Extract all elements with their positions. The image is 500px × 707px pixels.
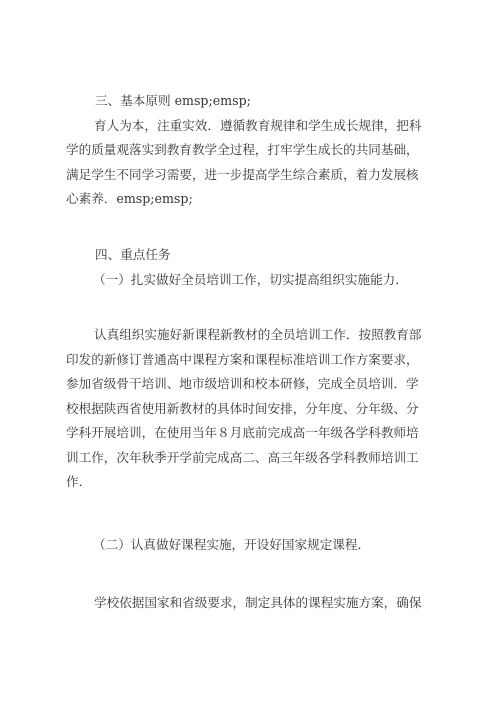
subsection-1-line-6: 训工作，次年秋季开学前完成高二、高三年级各学科教师培训工 (66, 450, 419, 465)
subsection-1-line-5: 学科开展培训，在使用当年８月底前完成高一年级各学科教师培 (66, 425, 419, 440)
section-3-heading: 三、基本原则 emsp;emsp; (95, 93, 251, 108)
subsection-1-line-3: 参加省级骨干培训、地市级培训和校本研修，完成全员培训．学 (66, 376, 419, 391)
section-3-line-1: 育人为本，注重实效．遵循教育规律和学生成长规律，把科 (94, 118, 422, 133)
subsection-2-line-1: 学校依据国家和省级要求，制定具体的课程实施方案，确保 (94, 595, 422, 610)
section-3-line-4: 心素养．emsp;emsp; (66, 191, 193, 206)
subsection-1-heading: （一）扎实做好全员培训工作，切实提高组织实施能力． (93, 272, 408, 287)
section-3-line-2: 学的质量观落实到教育教学全过程，打牢学生成长的共同基础， (66, 142, 419, 157)
subsection-2-heading: （二）认真做好课程实施，开设好国家规定课程． (93, 537, 371, 552)
section-4-heading: 四、重点任务 (95, 247, 171, 262)
subsection-1-line-7: 作． (66, 474, 92, 489)
subsection-1-line-4: 校根据陕西省使用新教材的具体时间安排，分年度、分年级、分 (66, 401, 419, 416)
subsection-1-line-1: 认真组织实施好新课程新教材的全员培训工作．按照教育部 (94, 327, 422, 342)
section-3-line-3: 满足学生不同学习需要，进一步提高学生综合素质，着力发展核 (66, 167, 419, 182)
subsection-1-line-2: 印发的新修订普通高中课程方案和课程标准培训工作方案要求， (66, 352, 419, 367)
